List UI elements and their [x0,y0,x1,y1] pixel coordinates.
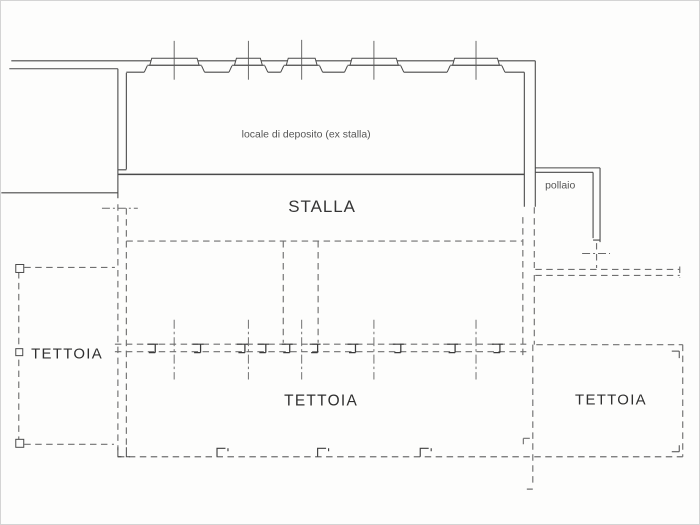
dashed-structures [19,204,683,489]
canopy-edge-posts [217,448,431,456]
window-row [144,40,505,80]
right-tettoia-corner-mark [672,445,679,451]
right-tettoia-corner-mark [672,351,679,358]
label-tettoia-right: TETTOIA [575,391,647,409]
label-pollaio: pollaio [545,180,576,192]
canopy-post-symbol [318,448,329,456]
east-channel-jog [523,438,532,444]
pollaio-north-wall [535,168,600,172]
label-stalla: STALLA [288,197,356,217]
column-post-square [16,264,24,272]
pollaio-east-wall [593,168,600,242]
canopy-post-symbol [217,448,228,456]
window-axis-lines [174,40,476,80]
label-tettoia-left: TETTOIA [31,345,104,363]
column-post-square [16,439,24,447]
west-wall-inner [118,73,126,170]
label-locale-deposito: locale di deposito (ex stalla) [241,129,371,141]
east-channel-lower [527,345,533,489]
floor-plan-drawing [1,1,699,524]
west-channel-feet [118,447,130,456]
column-post-square [16,349,23,356]
left-tettoia-posts [16,264,24,447]
bay-centerlines [174,320,476,380]
canopy-post-symbol [420,448,431,456]
label-tettoia-center: TETTOIA [284,392,359,410]
